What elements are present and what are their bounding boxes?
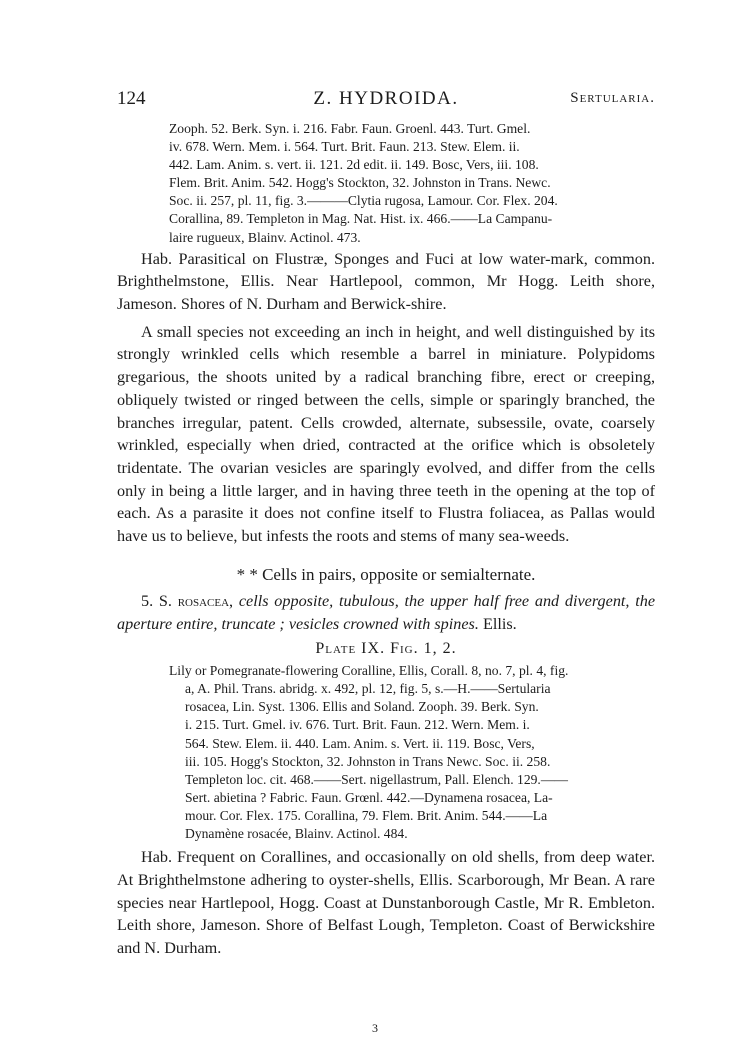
habitat-paragraph-1: Hab. Parasitical on Flustræ, Sponges and Fuci at low water-mark, common. Brighthelmstone, Ellis. Near Hartlepool, common, Mr Hogg. Leith shore, Jameson. Shores of N. Durham and Berwick-shire. (117, 249, 655, 314)
ref-line: Flem. Brit. Anim. 542. Hogg's Stockton, 32. Johnston in Trans. Newc. (169, 175, 551, 191)
ref-line: laire rugueux, Blainv. Actinol. 473. (169, 229, 361, 245)
ref-line: 564. Stew. Elem. ii. 440. Lam. Anim. s. Vert. ii. 119. Bosc, Vers, (185, 735, 535, 751)
ref-line: Dynamène rosacée, Blainv. Actinol. 484. (185, 826, 408, 842)
running-section: Sertularia. (570, 90, 655, 106)
ref-line: 442. Lam. Anim. s. vert. ii. 121. 2d edit. ii. 149. Bosc, Vers, iii. 108. (169, 157, 539, 173)
page-number: 124 (117, 88, 146, 109)
running-title: Z. HYDROIDA. (313, 88, 459, 109)
page-body (117, 120, 655, 960)
ref-line: mour. Cor. Flex. 175. Corallina, 79. Flem. Brit. Anim. 544.——La (185, 807, 548, 823)
section-subheading: * * Cells in pairs, opposite or semialternate. (236, 564, 536, 584)
ref-line: rosacea, Lin. Syst. 1306. Ellis and Soland. Zooph. 39. Berk. Syn. (185, 699, 539, 715)
ref-line: iii. 105. Hogg's Stockton, 32. Johnston in Trans Newc. Soc. ii. 258. (185, 753, 551, 769)
ref-line: a, A. Phil. Trans. abridg. x. 492, pl. 12, fig. 5, s.—H.——Sertularia (185, 681, 551, 697)
species-number: 5. S. (141, 591, 172, 610)
synonymy-references-2 (117, 662, 655, 843)
habitat-paragraph-2: Hab. Frequent on Corallines, and occasionally on old shells, from deep water. At Brighthelmstone adhering to oyster-shells, Ellis. Scarborough, Mr Bean. A rare species near Hartlepool, Hogg. Coast at Dunstanborough Castle, Mr R. Embleton. Leith shore, Jameson. Shore of Belfast Lough, Templeton. Coast of Berwickshire and N. Durham. (117, 848, 655, 957)
printer-signature: 3 (372, 1021, 378, 1035)
synonymy-references-1 (117, 120, 655, 247)
species-author: Ellis. (482, 614, 517, 633)
ref-line: Soc. ii. 257, pl. 11, fig. 3.———Clytia rugosa, Lamour. Cor. Flex. 204. (169, 193, 558, 209)
ref-line: Templeton loc. cit. 468.——Sert. nigellastrum, Pall. Elench. 129.—— (185, 771, 569, 787)
plate-reference: Plate IX. Fig. 1, 2. (315, 640, 457, 658)
description-paragraph: A small species not exceeding an inch in height, and well distinguished by its strongly wrinkled cells which resemble a barrel in miniature. Polypidoms gregarious, the shoots united by a radical branching fibre, erect or creeping, obliquely twisted or ringed between the cells, simple or sparingly branched, the branches irregular, patent. Cells crowded, alternate, subsessile, ovate, coarsely wrinkled, especially when dried, contracted at the orifice which is obsoletely tridentate. The ovarian vesicles are sparingly evolved, and differ from the cells only in being a little larger, and in having three teeth in the opening at the top of each. As a parasite it does not confine itself to Flustra foliacea, as Pallas would have us to believe, but infests the roots and stems of many sea-weeds. (117, 322, 655, 546)
ref-line: Sert. abietina ? Fabric. Faun. Grœnl. 442.—Dynamena rosacea, La- (185, 789, 553, 805)
species-entry (117, 590, 655, 635)
ref-line: iv. 678. Wern. Mem. i. 564. Turt. Brit. Faun. 213. Stew. Elem. ii. (169, 139, 520, 155)
species-diagnosis: cells opposite, tubulous, the upper half free and divergent, the aperture entire, truncate ; vesicles crowned with spines. (117, 591, 656, 633)
ref-line: Lily or Pomegranate-flowering Coralline, Ellis, Corall. 8, no. 7, pl. 4, fig. (169, 663, 569, 679)
running-header (117, 88, 655, 114)
ref-line: Corallina, 89. Templeton in Mag. Nat. Hist. ix. 466.——La Campanu- (169, 211, 553, 227)
species-name: rosacea, (177, 591, 234, 610)
ref-line: Zooph. 52. Berk. Syn. i. 216. Fabr. Faun. Groenl. 443. Turt. Gmel. (169, 121, 531, 136)
ref-line: i. 215. Turt. Gmel. iv. 676. Turt. Brit. Faun. 212. Wern. Mem. i. (185, 717, 530, 733)
